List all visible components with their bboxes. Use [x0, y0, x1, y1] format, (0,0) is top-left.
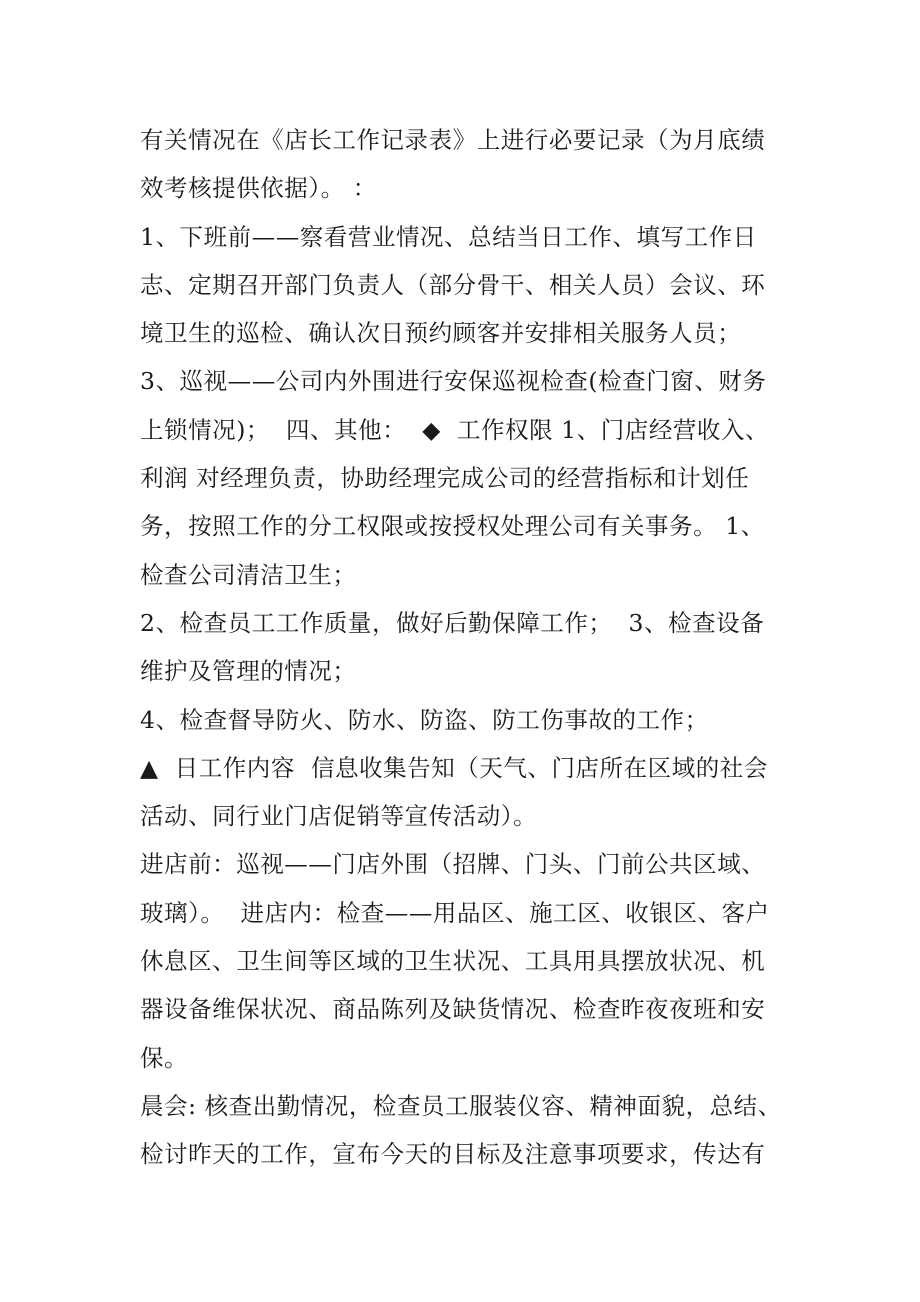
- text-line: ▲ 日工作内容 信息收集告知（天气、门店所在区域的社会: [140, 753, 768, 782]
- text-line: 检查公司清洁卫生；: [140, 560, 357, 589]
- text-line: 上锁情况)； 四、其他： ◆ 工作权限 1、门店经营收入、: [140, 415, 770, 444]
- text-line: 1、下班前——察看营业情况、总结当日工作、填写工作日: [140, 222, 757, 251]
- text-line: 4、检查督导防火、防水、防盗、防工伤事故的工作；: [140, 705, 709, 734]
- text-line: 晨会: 核查出勤情况，检查员工服装仪容、精神面貌，总结、: [140, 1091, 782, 1120]
- text-line: 活动、同行业门店促销等宣传活动）。: [140, 802, 538, 831]
- text-line: 进店前：巡视——门店外围（招牌、门头、门前公共区域、: [140, 850, 766, 879]
- text-line: 务，按照工作的分工权限或按授权处理公司有关事务。 1、: [140, 512, 765, 541]
- text-line: 器设备维保状况、商品陈列及缺货情况、检查昨夜夜班和安: [140, 995, 766, 1024]
- text-line: 效考核提供依据）。 ：: [140, 174, 377, 203]
- text-line: 检讨昨天的工作，宣布今天的目标及注意事项要求，传达有: [140, 1140, 766, 1169]
- document-body: [140, 116, 800, 1179]
- text-line: 利润 对经理负责，协助经理完成公司的经营指标和计划任: [140, 464, 750, 493]
- text-line: 3、巡视——公司内外围进行安保巡视检查(检查门窗、财务: [140, 367, 767, 396]
- text-line: 玻璃）。 进店内：检查——用品区、施工区、收银区、客户: [140, 898, 770, 927]
- text-line: 有关情况在《店长工作记录表》上进行必要记录（为月底绩: [140, 126, 766, 154]
- text-line: 2、检查员工工作质量，做好后勤保障工作； 3、检查设备: [140, 608, 765, 637]
- text-line: 志、定期召开部门负责人（部分骨干、相关人员）会议、环: [140, 270, 766, 299]
- text-line: 维护及管理的情况；: [140, 657, 357, 686]
- text-line: 休息区、卫生间等区域的卫生状况、工具用具摆放状况、机: [140, 947, 766, 976]
- text-line: 保。: [140, 1043, 189, 1072]
- text-line: 境卫生的巡检、确认次日预约顾客并安排相关服务人员；: [140, 319, 742, 348]
